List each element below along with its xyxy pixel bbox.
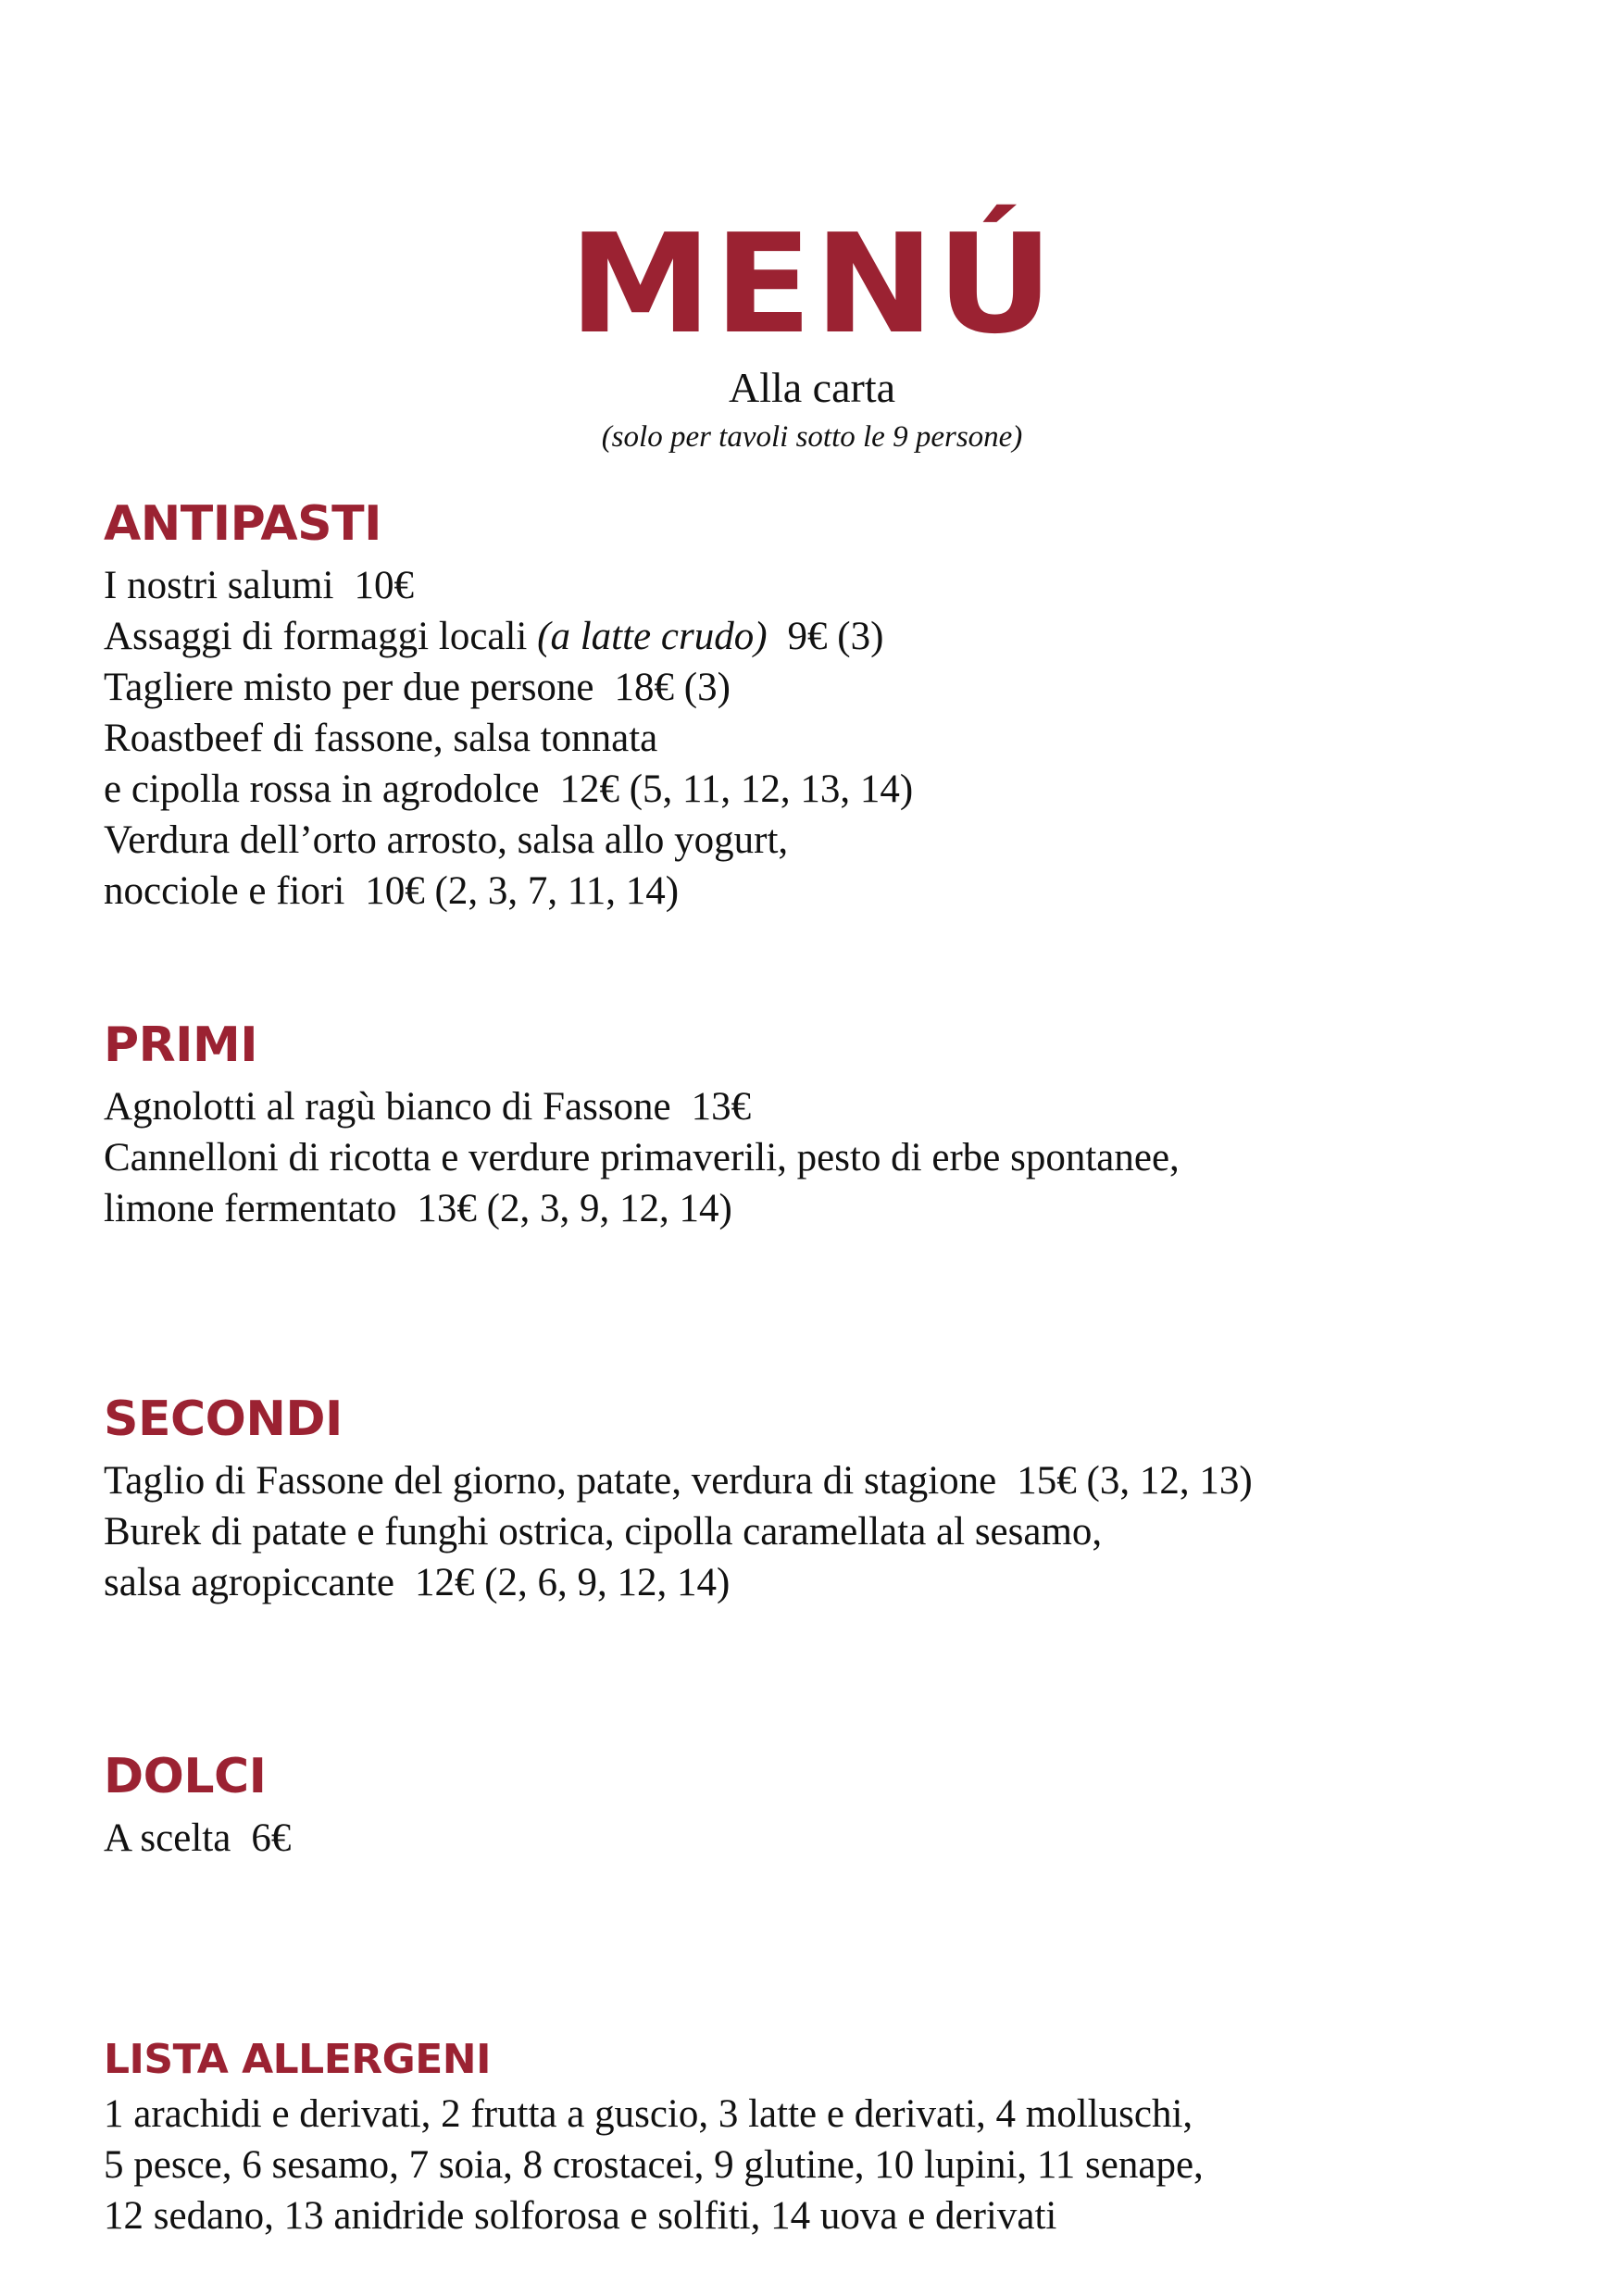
menu-item-burek-line2: [104, 1557, 1548, 1608]
section-title-dolci: DOLCI: [104, 1749, 267, 1804]
allergen-list-line: 5 pesce, 6 sesamo, 7 soia, 8 crostacei, 9 glutine, 10 lupini, 11 senape,: [104, 2143, 1204, 2187]
dish-price: 13€: [691, 1085, 752, 1129]
dish-name: e cipolla rossa in agrodolce: [104, 767, 540, 811]
section-title-allergeni: LISTA ALLERGENI: [104, 2036, 491, 2083]
menu-item-cannelloni-line1: [104, 1132, 1548, 1183]
dish-name: Roastbeef di fassone, salsa tonnata: [104, 717, 658, 760]
menu-item-cannelloni-line2: [104, 1183, 1548, 1234]
dish-price: 9€ (3): [787, 615, 884, 658]
dish-price: 12€ (5, 11, 12, 13, 14): [559, 767, 914, 811]
section-primi: [104, 1017, 1548, 1234]
dish-name: Assaggi di formaggi locali: [104, 615, 528, 658]
menu-item-roastbeef-line2: [104, 764, 1548, 815]
menu-item-tagliere: [104, 662, 1548, 713]
dish-name: limone fermentato: [104, 1187, 397, 1230]
section-title-antipasti: ANTIPASTI: [104, 496, 381, 552]
section-antipasti: [104, 495, 1548, 917]
dish-price: 6€: [251, 1816, 292, 1860]
section-allergeni: [104, 2035, 1548, 2241]
menu-item-verdura-line1: [104, 815, 1548, 866]
dish-price: 18€ (3): [614, 666, 731, 709]
dish-name: I nostri salumi: [104, 564, 334, 607]
dish-name: Burek di patate e funghi ostrica, cipolla caramellata al sesamo,: [104, 1510, 1103, 1554]
dish-name: A scelta: [104, 1816, 231, 1860]
menu-item-agnolotti: [104, 1081, 1548, 1132]
dish-note: (a latte crudo): [537, 615, 768, 658]
dish-name: Verdura dell’orto arrosto, salsa allo yogurt,: [104, 818, 789, 862]
dish-name: Taglio di Fassone del giorno, patate, verdura di stagione: [104, 1459, 997, 1503]
dish-name: Cannelloni di ricotta e verdure primaverili, pesto di erbe spontanee,: [104, 1136, 1180, 1179]
menu-item-taglio: [104, 1455, 1548, 1506]
section-title-primi: PRIMI: [104, 1017, 258, 1073]
section-dolci: [104, 1748, 1548, 1864]
allergen-list-line: 1 arachidi e derivati, 2 frutta a guscio, 3 latte e derivati, 4 molluschi,: [104, 2092, 1193, 2136]
dish-price: 15€ (3, 12, 13): [1017, 1459, 1253, 1503]
menu-item-salumi: [104, 560, 1548, 611]
dish-name: Tagliere misto per due persone: [104, 666, 594, 709]
dish-price: 13€ (2, 3, 9, 12, 14): [417, 1187, 732, 1230]
menu-item-dolci: [104, 1813, 1548, 1864]
menu-item-verdura-line2: [104, 866, 1548, 917]
dish-name: Agnolotti al ragù bianco di Fassone: [104, 1085, 671, 1129]
menu-subtitle: Alla carta: [728, 364, 896, 411]
dish-name: nocciole e fiori: [104, 869, 345, 913]
section-secondi: [104, 1391, 1548, 1608]
menu-item-formaggi: [104, 611, 1548, 662]
dish-price: 10€: [354, 564, 414, 607]
dish-price: 10€ (2, 3, 7, 11, 14): [365, 869, 680, 913]
menu-item-burek-line1: [104, 1506, 1548, 1557]
menu-note: (solo per tavoli sotto le 9 persone): [601, 420, 1023, 454]
dish-price: 12€ (2, 6, 9, 12, 14): [414, 1561, 731, 1604]
menu-title: MENÚ: [568, 205, 1056, 364]
allergen-list-line: 12 sedano, 13 anidride solforosa e solfiti, 14 uova e derivati: [104, 2194, 1057, 2238]
section-title-secondi: SECONDI: [104, 1391, 343, 1447]
dish-name: salsa agropiccante: [104, 1561, 394, 1604]
menu-item-roastbeef-line1: [104, 713, 1548, 764]
